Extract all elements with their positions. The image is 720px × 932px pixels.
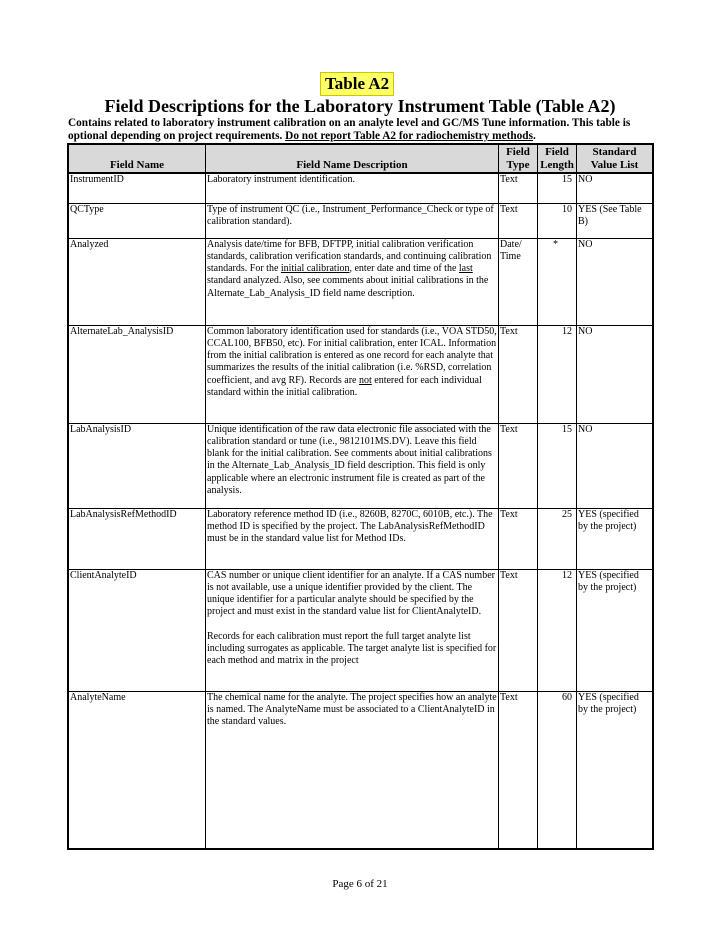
field-value-cell: NO <box>577 238 654 325</box>
field-name-cell: LabAnalysisRefMethodID <box>68 508 206 569</box>
table-row <box>68 508 653 569</box>
table-header-row <box>68 144 653 173</box>
field-type-cell: Text <box>499 203 538 238</box>
page-number: Page 6 of 21 <box>332 878 388 890</box>
table-row <box>68 238 653 325</box>
desc-text: Records for each calibration must report the full target analyte list including surrogates as applicable. The target analyte list is specified for each method and matrix in the project <box>207 630 497 667</box>
field-desc-cell: Unique identification of the raw data electronic file associated with the calibration standard or tune (i.e., 9812101MS.DV). Leave this field blank for the initial calibration. See comments about initial calibrations in the Alternate_Lab_Analysis_ID field description. This field is only applicable where an electronic instrument file is created as part of the analysis. <box>206 423 499 508</box>
desc-text: entered for each individual standard within the initial calibration. <box>207 374 482 398</box>
intro-part-1: Contains related to laboratory instrument calibration on an analyte level and GC/MS Tune information. This table is optional depending on project requirements. <box>68 117 631 142</box>
header-val-line2: Value List <box>590 159 639 171</box>
field-name-cell: AnalyteName <box>68 691 206 849</box>
header-type-line2: Type <box>506 159 530 171</box>
desc-text: CAS number or unique client identifier for an analyte. If a CAS number is not available, use a unique identifier provided by the client. The unique identifier for a particular analyte should be specified by the project and must exist in the standard value list for ClientAnalyteID. <box>207 569 495 618</box>
field-type-cell: Text <box>499 691 538 849</box>
page-subtitle: Field Descriptions for the Laboratory Instrument Table (Table A2) <box>104 96 616 116</box>
intro-text <box>68 117 652 143</box>
field-value-cell: YES (See Table B) <box>577 203 654 238</box>
field-name-cell: ClientAnalyteID <box>68 569 206 691</box>
header-standard-value-list <box>577 144 654 173</box>
field-length-cell: 12 <box>538 569 577 691</box>
desc-underlined: not <box>358 374 372 386</box>
field-type-cell: Text <box>499 423 538 508</box>
field-name-cell: InstrumentID <box>68 173 206 203</box>
field-name-cell: Analyzed <box>68 238 206 325</box>
table-title: Table A2 <box>320 72 394 96</box>
desc-underlined: initial calibration <box>280 263 350 275</box>
header-field-description: Field Name Description <box>206 144 499 173</box>
field-value-cell: YES (specified by the project) <box>577 569 654 691</box>
field-value-cell: NO <box>577 325 654 423</box>
header-len-line1: Field <box>545 146 569 158</box>
header-type-line1: Field <box>506 146 530 158</box>
table-row <box>68 203 653 238</box>
field-length-cell: 15 <box>538 173 577 203</box>
field-desc-cell <box>206 325 499 423</box>
field-name-cell: AlternateLab_AnalysisID <box>68 325 206 423</box>
field-desc-cell <box>206 238 499 325</box>
table-row <box>68 423 653 508</box>
field-value-cell: NO <box>577 173 654 203</box>
field-desc-cell: Type of instrument QC (i.e., Instrument_Performance_Check or type of calibration standard). <box>206 203 499 238</box>
desc-underlined: last <box>458 263 473 275</box>
table-row <box>68 173 653 203</box>
field-type-cell: Text <box>499 173 538 203</box>
header-len-line2: Length <box>540 159 574 171</box>
field-length-cell: 25 <box>538 508 577 569</box>
field-length-cell: 10 <box>538 203 577 238</box>
field-name-cell: QCType <box>68 203 206 238</box>
field-type-cell: Text <box>499 569 538 691</box>
field-type-cell: Text <box>499 508 538 569</box>
field-name-cell: LabAnalysisID <box>68 423 206 508</box>
field-value-cell: YES (specified by the project) <box>577 508 654 569</box>
field-type-cell: Text <box>499 325 538 423</box>
field-type-cell: Date/ Time <box>499 238 538 325</box>
field-desc-cell: Laboratory reference method ID (i.e., 8260B, 8270C, 6010B, etc.). The method ID is specified by the project. The LabAnalysisRefMethodID must be in the standard value list for Method IDs. <box>206 508 499 569</box>
header-field-type <box>499 144 538 173</box>
desc-text: Common laboratory identification used for standards (i.e., VOA STD50, CCAL100, BFB50, etc). For initial calibration, enter ICAL. Information from the initial calibration is entered as one record for each analyte that summarizes the results of the initial calibration (i.e. %RSD, correlation coefficient, and avg RF). Records are <box>207 325 497 386</box>
field-value-cell: YES (specified by the project) <box>577 691 654 849</box>
field-desc-cell <box>206 569 499 691</box>
field-desc-cell: Laboratory instrument identification. <box>206 173 499 203</box>
field-length-cell: * <box>538 238 577 325</box>
field-length-cell: 12 <box>538 325 577 423</box>
field-descriptions-table <box>67 143 654 850</box>
desc-text: , enter date and time of the <box>349 263 459 275</box>
desc-text: standard analyzed. Also, see comments about initial calibrations in the Alternate_Lab_Analysis_ID field name description. <box>207 275 489 299</box>
header-val-line1: Standard <box>592 146 637 158</box>
table-row <box>68 569 653 691</box>
field-value-cell: NO <box>577 423 654 508</box>
desc-text: Analysis date/time for BFB, DFTPP, initial calibration verification standards, calibration verification standards, and continuing calibration standards. For the <box>207 238 492 275</box>
intro-part-3: . <box>532 130 536 142</box>
field-length-cell: 60 <box>538 691 577 849</box>
header-field-name: Field Name <box>68 144 206 173</box>
header-field-length <box>538 144 577 173</box>
table-row <box>68 691 653 849</box>
field-desc-cell: The chemical name for the analyte. The project specifies how an analyte is named. The AnalyteName must be associated to a ClientAnalyteID in the standard values. <box>206 691 499 849</box>
table-row <box>68 325 653 423</box>
intro-part-2: Do not report Table A2 for radiochemistry methods <box>285 130 533 142</box>
field-length-cell: 15 <box>538 423 577 508</box>
